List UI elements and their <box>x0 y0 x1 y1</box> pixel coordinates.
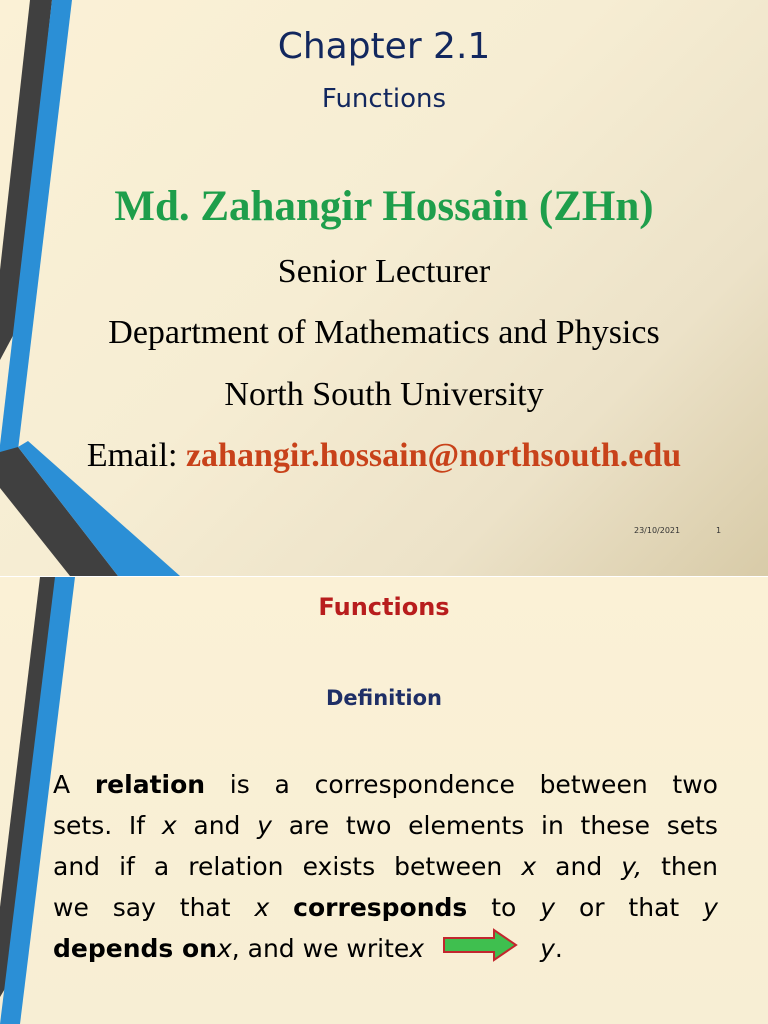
word: these <box>580 811 650 840</box>
variable-y: y <box>540 893 556 922</box>
variable-y: y, <box>621 852 643 881</box>
word: , and we write <box>231 934 410 963</box>
variable-y: y <box>703 893 718 922</box>
variable-x: x <box>521 852 537 881</box>
definition-paragraph <box>53 764 718 969</box>
variable-x: x <box>409 934 425 963</box>
university-name: North South University <box>224 376 544 413</box>
word: or <box>578 893 605 922</box>
term-depends-on: depends on <box>53 934 217 963</box>
right-arrow-icon <box>442 928 518 962</box>
chapter-title: Chapter 2.1 <box>277 26 491 67</box>
word: between <box>394 852 503 881</box>
word: relation <box>188 852 284 881</box>
word: a <box>153 852 170 881</box>
word: correspondence <box>314 770 515 799</box>
paragraph-line <box>53 805 718 846</box>
slide-date: 23/10/2021 <box>634 526 681 535</box>
word: we <box>53 893 89 922</box>
email-label: Email: <box>86 437 186 474</box>
variable-y: y <box>257 811 272 840</box>
word: a <box>274 770 290 799</box>
word: exists <box>302 852 376 881</box>
author-name: Md. Zahangir Hossain (ZHn) <box>114 183 654 230</box>
word: are <box>288 811 330 840</box>
variable-x: x <box>161 811 177 840</box>
word: If <box>128 811 146 840</box>
word: two <box>345 811 392 840</box>
chapter-subtitle: Functions <box>321 84 447 114</box>
paragraph-line <box>53 928 718 969</box>
term-relation: relation <box>94 770 206 799</box>
word: and <box>193 811 241 840</box>
word: sets <box>666 811 718 840</box>
word: elements <box>408 811 525 840</box>
word: . <box>554 934 563 963</box>
word: A <box>53 770 71 799</box>
paragraph-line <box>53 846 718 887</box>
word: in <box>541 811 564 840</box>
variable-y: y <box>540 934 555 963</box>
slide-number: 1 <box>716 526 722 535</box>
word: two <box>672 770 718 799</box>
word: if <box>119 852 135 881</box>
department-name: Department of Mathematics and Physics <box>108 314 660 351</box>
paragraph-line <box>53 764 718 805</box>
word: sets. <box>53 811 113 840</box>
term-corresponds: corresponds <box>293 893 468 922</box>
word: is <box>229 770 250 799</box>
word: and <box>555 852 603 881</box>
variable-x: x <box>254 893 270 922</box>
word: then <box>661 852 718 881</box>
word: between <box>539 770 648 799</box>
author-position: Senior Lecturer <box>277 253 491 290</box>
word: say <box>112 893 156 922</box>
word: that <box>628 893 680 922</box>
word: and <box>53 852 101 881</box>
section-heading: Definition <box>325 686 442 710</box>
word: to <box>491 893 517 922</box>
word: that <box>179 893 231 922</box>
paragraph-line <box>53 887 718 928</box>
variable-x: x <box>216 934 232 963</box>
email-address: zahangir.hossain@northsouth.edu <box>185 437 682 474</box>
slide-title: Functions <box>318 593 450 621</box>
email-line <box>0 437 768 475</box>
